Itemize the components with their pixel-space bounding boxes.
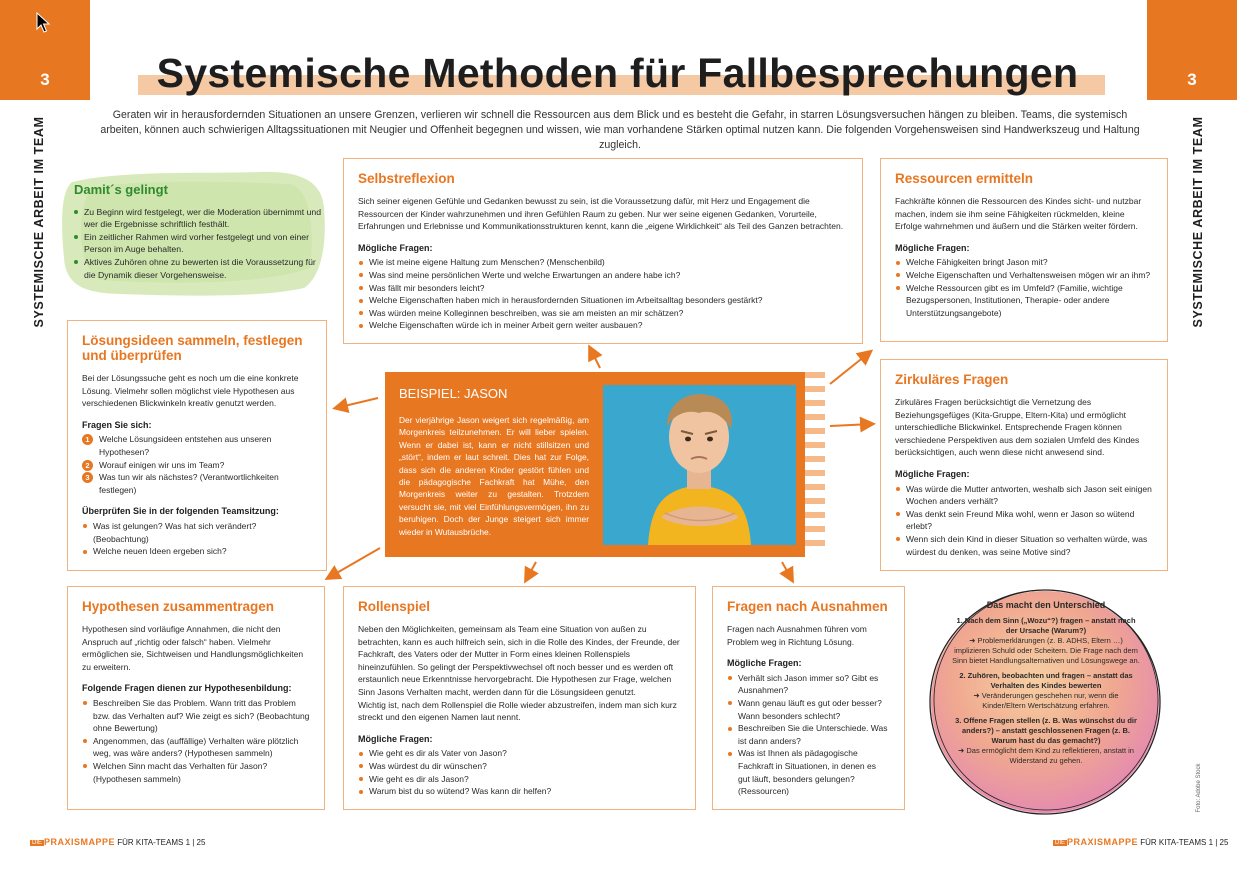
decorative-stripes xyxy=(805,372,825,557)
page-title: Systemische Methoden für Fallbesprechungen xyxy=(156,50,1079,96)
list-item: Was würden meine Kolleginnen beschreiben, was sie am meisten an mir schätzen? xyxy=(358,307,848,320)
questions-title: Fragen Sie sich: xyxy=(82,419,152,430)
box-title: Fragen nach Ausnahmen xyxy=(727,599,888,614)
circle-answer: ➜ Das ermöglicht dem Kind zu reflektieren, anstatt in Widerstand zu gehen. xyxy=(951,746,1141,766)
footer-issue: 1 | 25 xyxy=(1208,838,1229,847)
list-item: Was ist gelungen? Was hat sich verändert? (Beobachtung) xyxy=(82,520,312,545)
footer-left xyxy=(30,837,205,847)
footer-brand: PRAXISMAPPE xyxy=(1067,837,1139,847)
ausnahmen-box xyxy=(712,586,905,810)
arrow-down-left-icon xyxy=(328,548,380,578)
footer-brand: PRAXISMAPPE xyxy=(44,837,116,847)
list-item: Was fällt mir besonders leicht? xyxy=(358,282,848,295)
page-number: 3 xyxy=(40,70,50,89)
list-item: Welche Fähigkeiten bringt Jason mit? xyxy=(895,256,1153,269)
list-item: Aktives Zuhören ohne zu bewerten ist die Voraussetzung für die Dynamik dieser Vorgehensweise. xyxy=(74,256,324,281)
tips-title: Damit´s gelingt xyxy=(74,182,168,197)
footer-issue: 1 | 25 xyxy=(185,838,206,847)
list-item: Beschreiben Sie die Unterschiede. Was ist dann anders? xyxy=(727,722,890,747)
arrow-left-icon xyxy=(336,398,378,408)
box-text: Bei der Lösungssuche geht es noch um die eine konkrete Lösung. Vielmehr sollen möglichst viele Hypothesen aus verschiedenen Blickwinkeln kreativ genutzt werden. xyxy=(82,373,299,409)
example-text: Der vierjährige Jason weigert sich regelmäßig, am Morgenkreis teilzunehmen. Er will lieber spielen. Wenn er dabei ist, kann er nicht stillsitzen und „stört“, indem er laut schreit. Dies hat zur Folge, dass sich die anderen Kinder gestört fühlen und die pädagogische Fachkraft hat Mühe, den Morgenkreis weiter zu gestalten. Trotzdem versucht sie, mit viel Einfühlungsvermögen, ihn zu beruhigen. Doch der Junge steigert sich immer wieder in Wutausbrüche. xyxy=(399,415,589,537)
circle-question: 2. Zuhören, beobachten und fragen – anstatt das Verhalten des Kindes bewerten xyxy=(959,671,1133,690)
arrow-up-right-icon xyxy=(830,352,870,384)
list-item: Welche Eigenschaften würde ich in meiner Arbeit gern weiter ausbauen? xyxy=(358,319,848,332)
zirkulaeres-fragen-box xyxy=(880,359,1168,571)
example-title: BEISPIEL: JASON xyxy=(399,386,508,401)
list-item: Welche neuen Ideen ergeben sich? xyxy=(82,545,312,558)
tips-box xyxy=(60,168,328,298)
box-text: Zirkuläres Fragen berücksichtigt die Vernetzung des Beziehungsgefüges (Kita-Gruppe, Eltern-Kita) und ermöglicht unterschiedliche Blickwinkel. Entsprechende Fragen können verschiedene Perspektiven aus dem sozialen Umfeld des Kindes berücksichtigen, auch wenn diese nicht anwesend sind. xyxy=(895,397,1140,458)
arrow-down-icon xyxy=(526,562,536,580)
rollenspiel-box xyxy=(343,586,696,810)
list-item: Zu Beginn wird festgelegt, wer die Moderation übernimmt und wer die Ergebnisse schriftlich festhält. xyxy=(74,206,324,231)
list-item: Was würdest du dir wünschen? xyxy=(358,760,681,773)
unterschied-circle xyxy=(925,586,1165,818)
list-item: Welche Eigenschaften und Verhaltensweisen mögen wir an ihm? xyxy=(895,269,1153,282)
side-label-right: SYSTEMISCHE ARBEIT IM TEAM xyxy=(1191,116,1205,328)
list-item: Welchen Sinn macht das Verhalten für Jason? (Hypothesen sammeln) xyxy=(82,760,310,785)
arrow-down-icon xyxy=(782,562,792,580)
angry-child-illustration xyxy=(603,385,796,545)
questions-title: Mögliche Fragen: xyxy=(895,468,970,479)
list-item: Wie geht es dir als Jason? xyxy=(358,773,681,786)
questions-title: Mögliche Fragen: xyxy=(358,242,433,253)
box-text: Sich seiner eigenen Gefühle und Gedanken bewusst zu sein, ist die Voraussetzung dafür, mit Herz und Engagement die Ressourcen der Kinder wahrzunehmen und ihren Gefühlen Raum zu geben. Nur wer seine eigenen Gedanken, Vorurteile, Erfahrungen und Erlebnisse und Kommunikationsstrukturen kennt, kann die „eigene Wirklichkeit“ als Teil des Ganzen betrachten. xyxy=(358,196,844,232)
box-title: Zirkuläres Fragen xyxy=(895,372,1009,387)
list-item: Angenommen, das (auffällige) Verhalten wäre plötzlich weg, was wäre anders? (Hypothesen sammeln) xyxy=(82,735,310,760)
footer-text: FÜR KITA-TEAMS xyxy=(1140,838,1207,847)
photo-credit: Foto: Adobe Stock xyxy=(1196,763,1202,813)
footer-tag: DIE xyxy=(1055,839,1066,846)
number-badge: 2 xyxy=(82,460,93,471)
footer-text: FÜR KITA-TEAMS xyxy=(117,838,184,847)
example-jason-box xyxy=(385,372,805,557)
questions-title: Folgende Fragen dienen zur Hypothesenbildung: xyxy=(82,683,292,694)
box-title: Ressourcen ermitteln xyxy=(895,171,1034,186)
list-item: Verhält sich Jason immer so? Gibt es Ausnahmen? xyxy=(727,672,890,697)
page-number-tab-right xyxy=(1147,0,1237,100)
box-title: Selbstreflexion xyxy=(358,171,455,186)
box-title: Lösungsideen sammeln, festlegen und überprüfen xyxy=(82,333,303,363)
footer-right xyxy=(1053,837,1228,847)
list-item: Warum bist du so wütend? Was kann dir helfen? xyxy=(358,785,681,798)
intro-text: Geraten wir in herausfordernden Situationen an unsere Grenzen, verlieren wir schnell die Ressourcen aus dem Blick und es besteht die Gefahr, in starren Lösungsversuchen hängen zu bleiben. Teams, die systemisch arbeiten, können auch schwierigen Alltagssituationen mit Neugier und Offenheit begegnen und wissen, wie man vorhandene Stärken optimal nutzen kann. Die folgenden Vorgehensweisen sind Handwerkszeug und Haltung zugleich. xyxy=(100,109,1140,151)
list-item: 3 Was tun wir als nächstes? (Verantwortlichkeiten festlegen) xyxy=(82,471,312,496)
list-item: Wenn sich dein Kind in dieser Situation so verhalten würde, was würdest du denken, was seine Motive sind? xyxy=(895,533,1153,558)
box-text: Hypothesen sind vorläufige Annahmen, die nicht den Anspruch auf „richtig oder falsch“ haben. Vielmehr ermöglichen sie, Sichtweisen und Handlungsmöglichkeiten zu erweitern. xyxy=(82,624,304,672)
box-title: Rollenspiel xyxy=(358,599,431,614)
list-item: Wie geht es dir als Vater von Jason? xyxy=(358,747,681,760)
list-item: 1 Welche Lösungsideen entstehen aus unseren Hypothesen? xyxy=(82,433,312,458)
page-title-area xyxy=(130,48,1105,100)
unterschied-content xyxy=(951,600,1141,766)
footer-tag: DIE xyxy=(32,839,43,846)
arrow-right-icon xyxy=(830,424,872,426)
list-item: Welche Eigenschaften haben mich in herausfordernden Situationen im Arbeitsalltag besonders gestärkt? xyxy=(358,294,848,307)
list-item: Was ist Ihnen als pädagogische Fachkraft in Situationen, in denen es gut läuft, besonders gelungen? (Ressourcen) xyxy=(727,747,890,797)
ressourcen-box xyxy=(880,158,1168,342)
list-item: Beschreiben Sie das Problem. Wann tritt das Problem bzw. das Verhalten auf? Wie zeigt es sich? (Beobachtung ohne Bewertung) xyxy=(82,697,310,735)
list-item: Was denkt sein Freund Mika wohl, wenn er Jason so wütend erlebt? xyxy=(895,508,1153,533)
circle-question: 1. Nach dem Sinn („Wozu“?) fragen – anstatt nach der Ursache (Warum?) xyxy=(956,616,1136,635)
list-item: Welche Ressourcen gibt es im Umfeld? (Familie, wichtige Bezugspersonen, Institutionen, Therapie- oder andere Unterstützungsangebote) xyxy=(895,282,1153,320)
number-badge: 1 xyxy=(82,434,93,445)
number-badge: 3 xyxy=(82,472,93,483)
loesungsideen-box xyxy=(67,320,327,571)
circle-answer: ➜ Problemerklärungen (z. B. ADHS, Eltern …) implizieren Schuld oder Scheitern. Die Frage nach dem Sinn bietet Handlungsalternativen und Lösungswege an. xyxy=(951,636,1141,666)
selbstreflexion-box xyxy=(343,158,863,344)
list-item: Wann genau läuft es gut oder besser? Wann besonders schlecht? xyxy=(727,697,890,722)
questions-title: Mögliche Fragen: xyxy=(727,658,802,669)
list-item: 2 Worauf einigen wir uns im Team? xyxy=(82,459,312,472)
list-item: Was würde die Mutter antworten, weshalb sich Jason seit einigen Wochen anders verhält? xyxy=(895,483,1153,508)
questions-title: Überprüfen Sie in der folgenden Teamsitzung: xyxy=(82,506,279,517)
child-photo xyxy=(603,385,796,545)
list-item: Wie ist meine eigene Haltung zum Menschen? (Menschenbild) xyxy=(358,256,848,269)
mouse-pointer-icon xyxy=(36,12,52,34)
page-number: 3 xyxy=(1187,70,1197,89)
circle-question: 3. Offene Fragen stellen (z. B. Was wünschst du dir anders?) – anstatt geschlossenen Fragen (z. B. Warum hast du das gemacht?) xyxy=(955,716,1137,745)
list-item: Ein zeitlicher Rahmen wird vorher festgelegt und von einer Person im Auge behalten. xyxy=(74,231,324,256)
hypothesen-box xyxy=(67,586,325,810)
list-item: Was sind meine persönlichen Werte und welche Erwartungen an andere habe ich? xyxy=(358,269,848,282)
box-text: Fragen nach Ausnahmen führen vom Problem weg in Richtung Lösung. xyxy=(727,624,867,647)
circle-title: Das macht den Unterschied xyxy=(986,600,1106,610)
circle-answer: ➜ Veränderungen geschehen nur, wenn die Kinder/Eltern Wertschätzung erfahren. xyxy=(951,691,1141,711)
box-text: Fachkräfte können die Ressourcen des Kindes sicht- und nutzbar machen, indem sie ihm seine Fähigkeiten rückmelden, kleine Erfolge wahrnehmen und äußern und die Stärken weiter fördern. xyxy=(895,196,1142,232)
box-text: Neben den Möglichkeiten, gemeinsam als Team eine Situation von außen zu betrachten, kann es auch hilfreich sein, sich in die Rolle des Kindes, der Freunde, der Fachkraft, des Vaters oder der Mutter in Form eines kleinen Rollenspiels hineinzufühlen. So gelingt der Perspektivwechsel oft noch besser und es werden oft erstaunlich neue Erkenntnisse hervorgebracht. Die Hypothesen zur Frage, welchen Sinn Jasons Verhalten macht, werden dann für die Lösungsideen genutzt. xyxy=(358,624,680,697)
questions-title: Mögliche Fragen: xyxy=(358,733,433,744)
box-text: Wichtig ist, nach dem Rollenspiel die Rolle wieder abzustreifen, indem man sich kurz streckt und den eigenen Namen laut nennt. xyxy=(358,699,677,723)
arrow-up-icon xyxy=(590,348,600,368)
questions-title: Mögliche Fragen: xyxy=(895,242,970,253)
box-title: Hypothesen zusammentragen xyxy=(82,599,275,614)
side-label-left: SYSTEMISCHE ARBEIT IM TEAM xyxy=(32,116,46,328)
